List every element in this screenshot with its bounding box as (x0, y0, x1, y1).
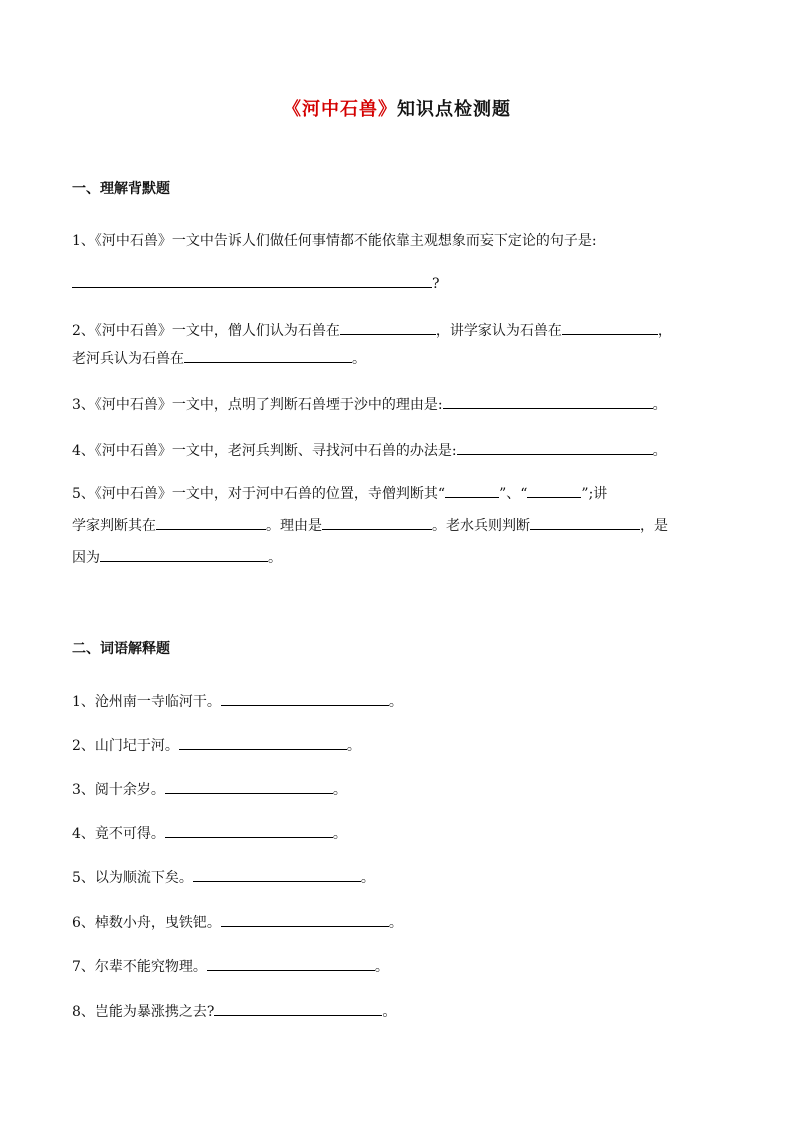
answer-blank[interactable] (530, 515, 640, 530)
answer-blank[interactable] (184, 348, 352, 363)
vocab-item (72, 1001, 396, 1022)
question-5-text-d: 学家判断其在 (72, 518, 156, 534)
vocab-item (72, 823, 347, 844)
answer-blank[interactable] (214, 1001, 382, 1016)
question-5-line-2 (72, 515, 668, 536)
vocab-item-text: 1、沧州南一寺临河干。 (72, 694, 221, 710)
question-3-text: 3、《河中石兽》一文中，点明了判断石兽堙于沙中的理由是: (72, 397, 443, 413)
answer-blank[interactable] (443, 394, 653, 409)
answer-blank[interactable] (207, 956, 375, 971)
vocab-item-end: 。 (360, 870, 375, 886)
answer-blank[interactable] (179, 735, 347, 750)
vocab-item (72, 779, 347, 800)
question-1-text: 1、《河中石兽》一文中告诉人们做任何事情都不能依靠主观想象而妄下定论的句子是: (72, 233, 597, 249)
vocab-item (72, 867, 375, 888)
question-5-line-1 (72, 483, 607, 504)
vocab-item-text: 4、竟不可得。 (72, 826, 165, 842)
question-2-line-2 (72, 348, 366, 369)
answer-blank[interactable] (527, 483, 581, 498)
section-heading-2: 二、词语解释题 (72, 641, 170, 657)
answer-blank[interactable] (340, 320, 436, 335)
question-5-text-e: 。理由是 (266, 518, 322, 534)
vocab-item (72, 691, 403, 712)
vocab-item (72, 735, 361, 756)
answer-blank[interactable] (156, 515, 266, 530)
answer-blank[interactable] (221, 691, 389, 706)
vocab-item (72, 912, 403, 933)
vocab-item-end: 。 (388, 694, 403, 710)
title-close-bracket: 》 (378, 99, 397, 120)
question-4 (72, 440, 667, 461)
question-2-text-a: 2、《河中石兽》一文中，僧人们认为石兽在 (72, 323, 340, 339)
vocab-item-end: 。 (332, 826, 347, 842)
question-2-line-1 (72, 320, 672, 341)
question-5-text-b: ”、“ (499, 486, 528, 502)
question-3 (72, 394, 667, 415)
question-5-text-i: 。 (268, 550, 282, 566)
question-1-answer-line (72, 273, 440, 294)
vocab-item-text: 5、以为顺流下矣。 (72, 870, 193, 886)
vocab-item-text: 3、阅十余岁。 (72, 782, 165, 798)
question-1 (72, 231, 597, 251)
answer-blank[interactable] (562, 320, 658, 335)
answer-blank[interactable] (445, 483, 499, 498)
answer-blank[interactable] (193, 867, 361, 882)
title-text-rest: 知识点检测题 (397, 99, 511, 120)
question-1-end: ? (432, 276, 440, 292)
vocab-item-text: 6、棹数小舟，曳铁钯。 (72, 915, 221, 931)
vocab-item-text: 2、山门圮于河。 (72, 738, 179, 754)
question-5-text-c: ”;讲 (581, 486, 608, 502)
title-text-name: 河中石兽 (302, 99, 378, 120)
vocab-item-text: 7、尔辈不能究物理。 (72, 959, 207, 975)
vocab-item (72, 956, 389, 977)
vocab-item-end: 。 (382, 1004, 397, 1020)
answer-blank[interactable] (72, 273, 432, 288)
question-2-text-b: ，讲学家认为石兽在 (435, 323, 562, 339)
question-5-text-a: 5、《河中石兽》一文中，对于河中石兽的位置，寺僧判断其“ (72, 486, 446, 502)
answer-blank[interactable] (221, 912, 389, 927)
vocab-item-end: 。 (388, 915, 403, 931)
title-open-bracket: 《 (283, 99, 302, 120)
answer-blank[interactable] (457, 440, 653, 455)
answer-blank[interactable] (100, 547, 268, 562)
question-5-text-g: ，是 (640, 518, 668, 534)
question-2-text-c: ， (657, 323, 672, 339)
question-5-line-3 (72, 547, 282, 568)
question-5-text-h: 因为 (72, 550, 100, 566)
question-4-end: 。 (652, 443, 667, 459)
answer-blank[interactable] (165, 823, 333, 838)
question-3-end: 。 (652, 397, 667, 413)
section-heading-1: 一、理解背默题 (72, 181, 170, 197)
question-2-text-e: 。 (352, 351, 366, 367)
vocab-item-text: 8、岂能为暴涨携之去? (72, 1004, 215, 1020)
page-title (0, 95, 794, 121)
vocab-item-end: 。 (332, 782, 347, 798)
vocab-item-end: 。 (346, 738, 361, 754)
answer-blank[interactable] (322, 515, 432, 530)
question-2-text-d: 老河兵认为石兽在 (72, 351, 184, 367)
answer-blank[interactable] (165, 779, 333, 794)
question-5-text-f: 。老水兵则判断 (432, 518, 530, 534)
vocab-item-end: 。 (374, 959, 389, 975)
question-4-text: 4、《河中石兽》一文中，老河兵判断、寻找河中石兽的办法是: (72, 443, 457, 459)
